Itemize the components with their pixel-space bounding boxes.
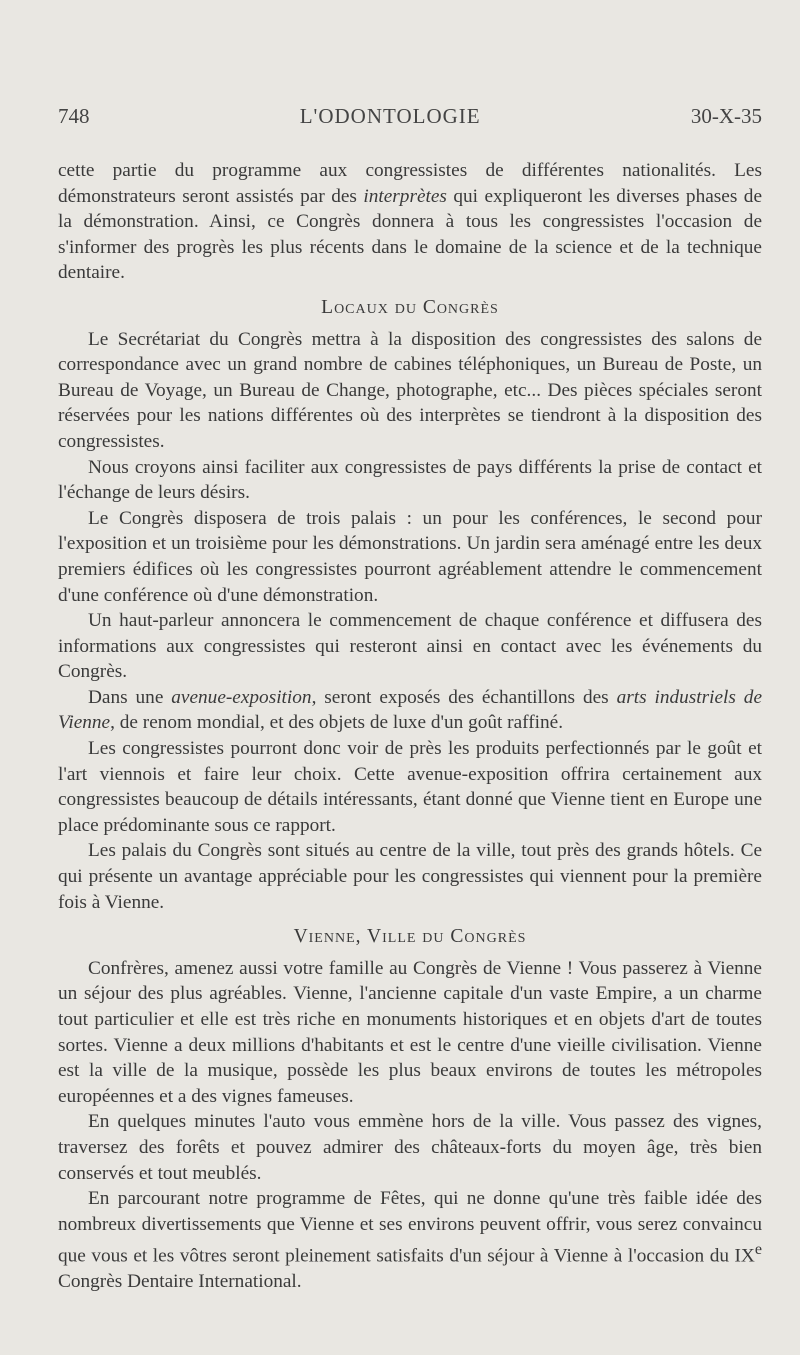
text-run: En quelques minutes l'auto vous emmène hors de la ville. Vous passez des vignes, traversez des forêts et pouvez admirer des châteaux-forts du moyen âge, très bien conservés et tout meublés. (58, 1111, 762, 1184)
text-run: Le Congrès disposera de trois palais : un pour les conférences, le second pour l'exposition et un troisième pour les démonstrations. Un jardin sera aménagé entre les deux premiers édifices où les congressistes pourront agréablement attendre le commencement d'une conférence où d'une démonstration. (58, 507, 762, 606)
paragraph (58, 158, 762, 286)
text-run: , de renom mondial, et des objets de luxe d'un goût raffiné. (110, 712, 564, 734)
paragraph (58, 838, 762, 915)
paragraph (58, 736, 762, 838)
section-heading: Locaux du Congrès (321, 296, 499, 318)
text-run: Un haut-parleur annoncera le commencement de chaque conférence et diffusera des informations aux congressistes qui resteront ainsi en contact avec les événements du Congrès. (58, 610, 762, 683)
text-run: cette partie du programme aux congressistes de différentes nationalités. Les démonstrateurs seront assistés par des (58, 160, 762, 207)
paragraph (58, 327, 762, 455)
text-run: qui expliqueront les diverses phases de la démonstration. Ainsi, ce Congrès donnera à tous les congressistes l'occasion de s'informer des progrès les plus récents dans le domaine de la science et de la technique dentaire. (58, 185, 762, 284)
text-run: En parcourant notre programme de Fêtes, qui ne donne qu'une très faible idée des nombreux divertissements que Vienne et ses environs peuvent offrir, vous serez convaincu que vous et les vôtres seront pleinement satisfaits d'un séjour à Vienne à l'occasion du IX (58, 1188, 762, 1267)
text-run: Nous croyons ainsi faciliter aux congressistes de pays différents la prise de contact et l'échange de leurs désirs. (58, 456, 762, 504)
text-run: Le Secrétariat du Congrès mettra à la disposition des congressistes des salons de correspondance avec un grand nombre de cabines téléphoniques, un Bureau de Poste, un Bureau de Voyage, un Bureau de Change, photographe, etc... Des pièces spéciales seront réservées pour les nations différentes où des interprètes se tiendront à la disposition des congressistes. (58, 328, 762, 452)
paragraph (58, 685, 762, 736)
section-heading: Vienne, Ville du Congrès (293, 926, 527, 948)
page-number: 748 (58, 104, 90, 128)
italic-text: interprètes (363, 185, 447, 207)
article-body (58, 158, 762, 1295)
text-run: Confrères, amenez aussi votre famille au Congrès de Vienne ! Vous passerez à Vienne un séjour des plus agréables. Vienne, l'ancienne capitale d'un vaste Empire, a un charme tout particulier et elle est très riche en monuments historiques et en objets d'art de toutes sortes. Vienne a deux millions d'habitants et est le centre d'une vieille civilisation. Vienne est la ville de la musique, possède les plus beaux environs de toutes les métropoles européennes et a des vignes fameuses. (58, 957, 762, 1107)
italic-text: arts industriels de Vienne (58, 686, 762, 734)
text-run: Congrès Dentaire International. (58, 1271, 302, 1293)
text-run: Les palais du Congrès sont situés au centre de la ville, tout près des grands hôtels. Ce qui présente un avantage appréciable pour les congressistes qui viennent pour la première fois à Vienne. (58, 840, 762, 913)
text-run: , seront exposés des échantillons des (311, 686, 617, 708)
paragraph (58, 1186, 762, 1295)
text-run: Les congressistes pourront donc voir de près les produits perfectionnés par le goût et l'art viennois et faire leur choix. Cette avenue-exposition offrira certainement aux congressistes beaucoup de détails intéressants, étant donné que Vienne tient en Europe une place prédominante sous ce rapport. (58, 738, 762, 836)
running-header (58, 104, 762, 140)
paragraph (58, 455, 762, 506)
italic-text: avenue-exposition (171, 686, 312, 708)
paragraph (58, 608, 762, 685)
superscript: e (754, 1241, 762, 1259)
text-run: Dans une (88, 686, 172, 708)
issue-date: 30-X-35 (690, 104, 762, 128)
paragraph (58, 1109, 762, 1186)
paragraph (58, 506, 762, 608)
running-title: L'ODONTOLOGIE (299, 104, 481, 128)
paragraph (58, 956, 762, 1110)
